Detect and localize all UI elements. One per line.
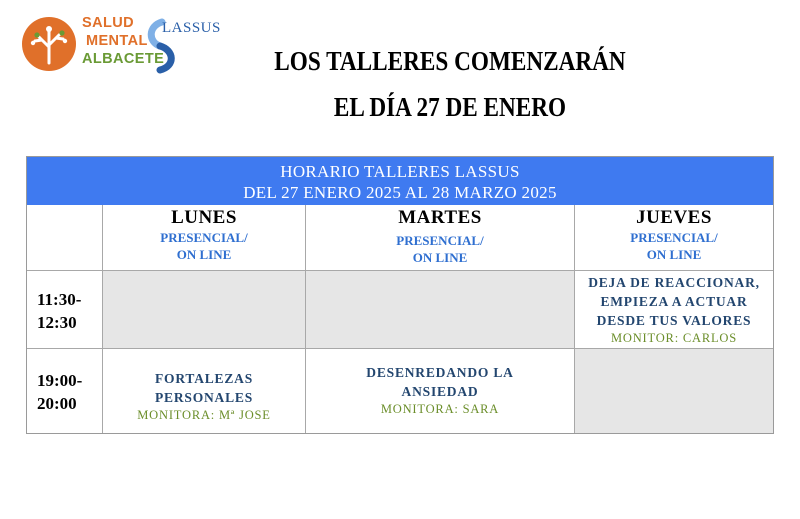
activity-title: DEJA DE REACCIONAR, [588, 275, 760, 290]
activity-title: FORTALEZAS [154, 371, 254, 386]
time-slot-1900 [27, 369, 102, 415]
row-divider [27, 270, 773, 271]
lassus-logo-text: LASSUS [162, 20, 221, 36]
lassus-logo [146, 18, 231, 74]
headline-line-2: EL DÍA 27 DE ENERO [333, 92, 567, 122]
time-end: 20:00 [37, 394, 77, 413]
time-slot-1130 [27, 288, 102, 334]
schedule-grid [27, 205, 773, 433]
empty-cell-lunes-1130 [103, 271, 305, 348]
activity-title: DESENREDANDO LA [366, 365, 514, 380]
day-mode: PRESENCIAL/ [160, 230, 248, 245]
logo-text-mental: MENTAL [86, 33, 148, 49]
day-mode: PRESENCIAL/ [396, 233, 484, 248]
empty-cell-jueves-1900 [575, 349, 773, 433]
day-header-martes [306, 207, 574, 266]
activity-deja-de-reaccionar [575, 273, 773, 346]
activity-desenredando-la-ansiedad [306, 363, 574, 417]
headline [235, 38, 665, 130]
time-end: 12:30 [37, 313, 77, 332]
day-name: LUNES [171, 207, 237, 228]
day-name: MARTES [398, 207, 482, 228]
day-header-lunes [103, 207, 305, 263]
time-start: 19:00- [37, 371, 83, 390]
activity-title: ANSIEDAD [401, 384, 479, 399]
logo-text-albacete: ALBACETE [82, 51, 165, 67]
activity-monitor: MONITOR: CARLOS [610, 331, 738, 345]
row-divider [27, 348, 773, 349]
schedule-title-banner [27, 157, 773, 205]
day-mode: PRESENCIAL/ [630, 230, 718, 245]
day-name: JUEVES [636, 207, 712, 228]
logo-text-salud: SALUD [82, 15, 134, 31]
time-start: 11:30- [37, 290, 82, 309]
day-mode: ON LINE [412, 250, 468, 265]
day-mode: ON LINE [176, 247, 232, 262]
activity-title: DESDE TUS VALORES [596, 313, 752, 328]
activity-title: PERSONALES [154, 390, 254, 405]
day-mode: ON LINE [646, 247, 702, 262]
activity-title: EMPIEZA A ACTUAR [600, 294, 748, 309]
headline-line-1: LOS TALLERES COMENZARÁN [274, 46, 626, 76]
activity-monitor: MONITORA: SARA [380, 402, 500, 416]
empty-cell-martes-1130 [306, 271, 574, 348]
tree-people-icon [22, 17, 76, 71]
day-header-jueves [575, 207, 773, 263]
activity-fortalezas-personales [103, 369, 305, 423]
schedule-date-range: DEL 27 ENERO 2025 AL 28 MARZO 2025 [243, 183, 557, 202]
activity-monitor: MONITORA: Mª JOSE [137, 408, 271, 422]
salud-mental-albacete-logo [22, 14, 165, 76]
schedule-title: HORARIO TALLERES LASSUS [280, 162, 520, 181]
schedule-table [26, 156, 774, 434]
